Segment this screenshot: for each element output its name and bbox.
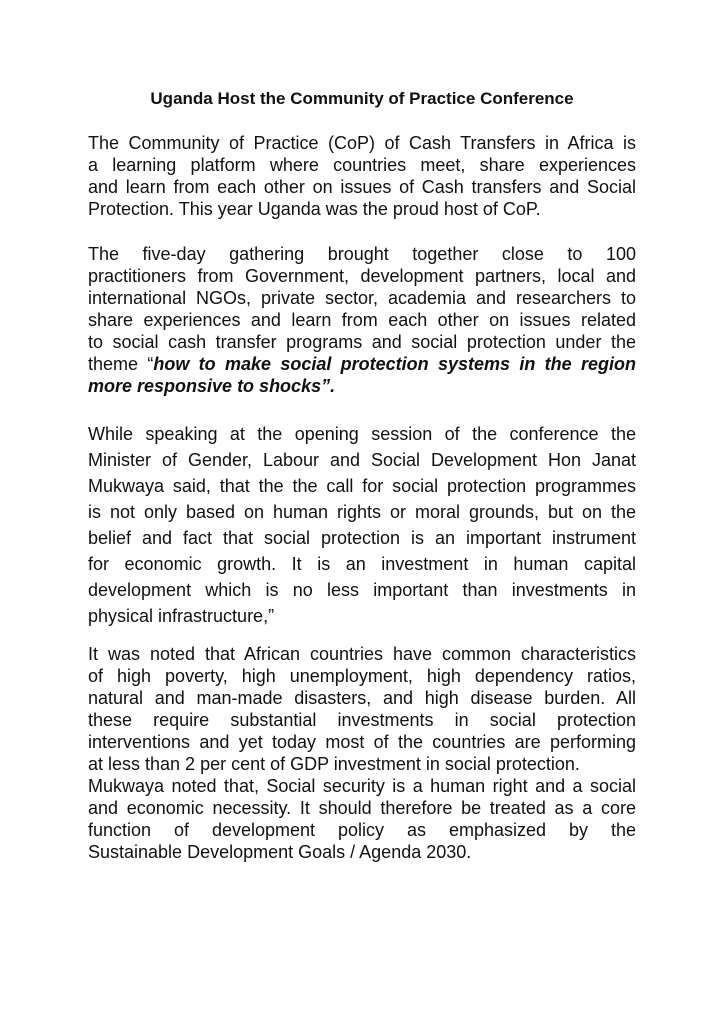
theme-emphasis-end: more responsive to shocks”.	[88, 376, 336, 396]
paragraph-cop-intro	[88, 132, 636, 220]
paragraph-gathering	[88, 243, 636, 397]
text-line: It was noted that African countries have common characteristics	[88, 644, 636, 664]
text-line: for economic growth. It is an investment in human capital	[88, 554, 636, 574]
text-line: Mukwaya said, that the the call for social protection programmes	[88, 476, 636, 496]
text-line: Sustainable Development Goals / Agenda 2030.	[88, 842, 472, 862]
text-line: Mukwaya noted that, Social security is a human right and a social	[88, 776, 636, 796]
text-line: development which is no less important than investments in	[88, 580, 636, 600]
document-title: Uganda Host the Community of Practice Conference	[150, 89, 574, 108]
text-line: Minister of Gender, Labour and Social Development Hon Janat	[88, 450, 636, 470]
text-line: practitioners from Government, development partners, local and	[88, 266, 636, 286]
text-line: international NGOs, private sector, academia and researchers to	[88, 288, 636, 308]
paragraph-social-security	[88, 775, 636, 863]
theme-emphasis: how to make social protection systems in the region	[153, 354, 636, 374]
text-line-theme	[88, 353, 636, 375]
text-line: function of development policy as emphasized by the	[88, 820, 636, 840]
text-line: Protection. This year Uganda was the proud host of CoP.	[88, 199, 541, 219]
paragraph-minister-speech	[88, 421, 636, 629]
text-line: belief and fact that social protection is an important instrument	[88, 528, 636, 548]
text-line: While speaking at the opening session of the conference the	[88, 424, 636, 444]
theme-prefix: theme “	[88, 354, 154, 374]
text-line: The Community of Practice (CoP) of Cash Transfers in Africa is	[88, 133, 636, 153]
paragraph-african-characteristics	[88, 643, 636, 775]
text-line: interventions and yet today most of the countries are performing	[88, 732, 636, 752]
text-line: share experiences and learn from each other on issues related	[88, 310, 636, 330]
text-line: The five-day gathering brought together close to 100	[88, 244, 636, 264]
text-line: to social cash transfer programs and social protection under the	[88, 332, 636, 352]
text-line: and economic necessity. It should therefore be treated as a core	[88, 798, 636, 818]
text-line: and learn from each other on issues of Cash transfers and Social	[88, 177, 636, 197]
text-line: these require substantial investments in social protection	[88, 710, 636, 730]
text-line: a learning platform where countries meet, share experiences	[88, 155, 636, 175]
text-line: natural and man-made disasters, and high disease burden. All	[88, 688, 636, 708]
text-line: of high poverty, high unemployment, high dependency ratios,	[88, 666, 636, 686]
text-line: is not only based on human rights or moral grounds, but on the	[88, 502, 636, 522]
text-line: at less than 2 per cent of GDP investment in social protection.	[88, 754, 580, 774]
text-line: physical infrastructure,”	[88, 606, 275, 626]
